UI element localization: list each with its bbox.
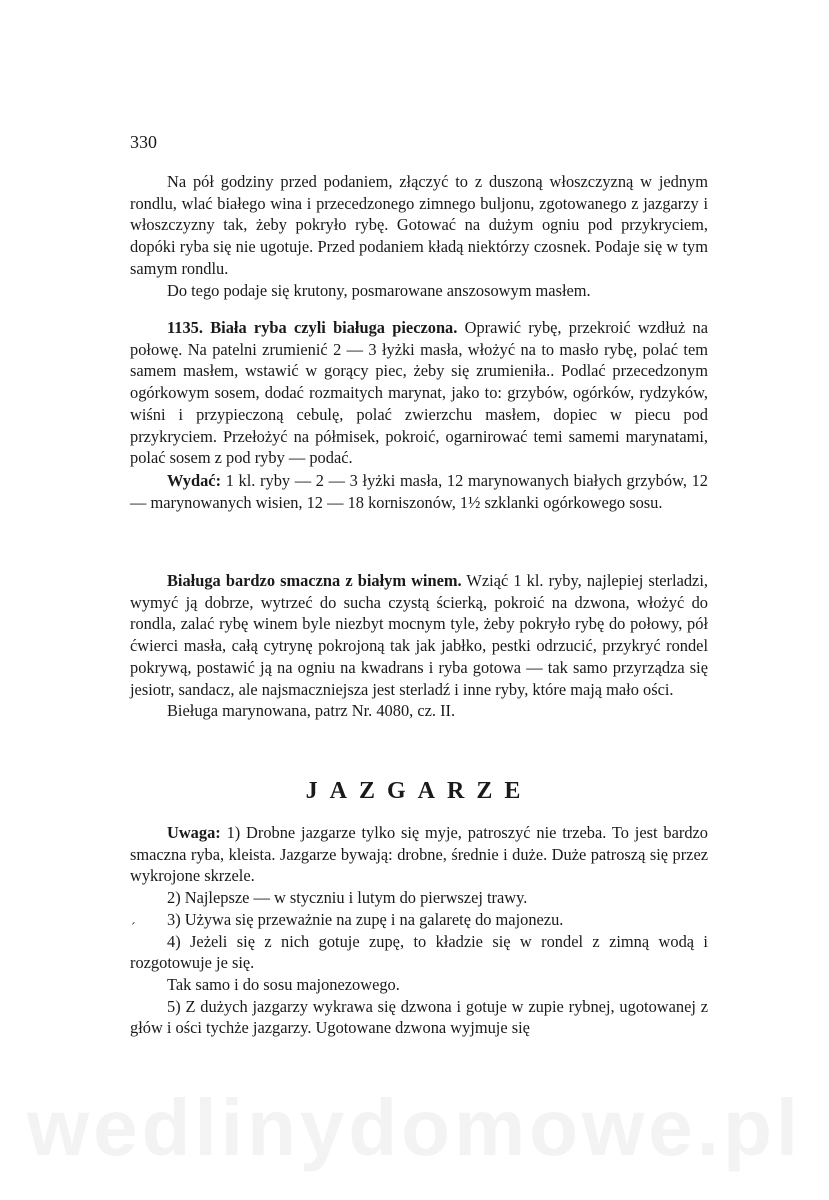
recipe-paragraph <box>130 570 708 700</box>
section-heading: JAZGARZE <box>305 778 533 804</box>
note-paragraph: Tak samo i do sosu majonezowego. <box>167 974 400 994</box>
margin-mark: ´ <box>131 921 136 936</box>
recipe-bialuga-wine <box>130 570 708 722</box>
note-text: 1) Drobne jazgarze tylko się myje, patroszyć nie trzeba. To jest bardzo smaczna ryba, kleista. Jazgarze bywają: drobne, średnie i duże. Duże patroszą się przez wykrojone skrzele. <box>130 823 708 886</box>
note-paragraph: 3) Używa się przeważnie na zupę i na galaretę do majonezu. <box>167 909 564 929</box>
recipe-text: Wziąć 1 kl. ryby, najlepiej sterladzi, wymyć ją dobrze, wytrzeć do sucha czystą ścierką, pokroić na dzwona, włożyć do rondla, zalać rybę winem byle niezbyt mocnym tyle, żeby pokryło rybę do połowy, pół ćwierci masła, całą cytrynę pokrojoną tak jak jabłko, pestki odrzucić, przykryć rondel pokrywą, postawić ją na ogniu na kwadrans i ryba gotowa — tak samo przyrządza się jesiotr, sandacz, ale najsmaczniejsza jest sterladź i inne ryby, które mają mało ości. <box>130 571 708 699</box>
recipe-continuation <box>130 171 708 301</box>
recipe-paragraph <box>130 317 708 469</box>
ingredients-text: 1 kl. ryby — 2 — 3 łyżki masła, 12 marynowanych białych grzybów, 12 — marynowanych wisien, 12 — 18 korniszonów, 1½ szklanki ogórkowego sosu. <box>130 470 708 512</box>
watermark: wedlinydomowe.pl <box>26 1083 803 1172</box>
jazgarze-notes <box>130 822 708 1039</box>
paragraph: Na pół godziny przed podaniem, złączyć to z duszoną włoszczyzną w jednym rondlu, wlać białego wina i przecedzonego zimnego buljonu, zgotowanego z jazgarzy i włoszczyzny tak, żeby pokryło rybę. Gotować na dużym ogniu pod przykryciem, dopóki ryba się nie ugotuje. Przed podaniem kładą niektórzy czosnek. Podaje się w tym samym rondlu. <box>130 172 708 278</box>
uwaga-label: Uwaga: <box>167 823 221 842</box>
note-paragraph: 4) Jeżeli się z nich gotuje zupę, to kładzie się w rondel z zimną wodą i rozgotowuje je się. <box>130 931 708 973</box>
note-paragraph: 2) Najlepsze — w styczniu i lutym do pierwszej trawy. <box>167 888 528 908</box>
ingredients-paragraph <box>130 470 708 513</box>
cross-reference: Bieługa marynowana, patrz Nr. 4080, cz. II. <box>167 701 456 721</box>
paragraph: Do tego podaje się krutony, posmarowane anszosowym masłem. <box>167 280 591 300</box>
page-number: 330 <box>130 132 157 152</box>
note-paragraph <box>130 822 708 887</box>
wydac-label: Wydać: <box>167 470 222 490</box>
note-paragraph: 5) Z dużych jazgarzy wykrawa się dzwona i gotuje w zupie rybnej, ugotowanej z głów i ości tychże jazgarzy. Ugotowane dzwona wyjmuje się <box>130 996 708 1038</box>
recipe-title: Białuga bardzo smaczna z białym winem. <box>167 571 462 590</box>
recipe-1135 <box>130 317 708 513</box>
recipe-text: Oprawić rybę, przekroić wzdłuż na połowę. Na patelni zrumienić 2 — 3 łyżki masła, włożyć na to masło rybę, polać tem samem masłem, wstawić w gorący piec, żeby się zrumieniła.. Podlać przecedzonym ogórkowym sosem, dodać rozmaitych marynat, jako to: grzybów, ogórków, rydzyków, wiśni i przypieczoną cebulę, polać zwierzchu masłem, dopiec w piecu pod przykryciem. Przełożyć na półmisek, pokroić, ogarnirować temi samemi marynatami, polać sosem z pod ryby — podać. <box>130 318 708 468</box>
recipe-title: 1135. Biała ryba czyli białuga pieczona. <box>167 318 458 337</box>
